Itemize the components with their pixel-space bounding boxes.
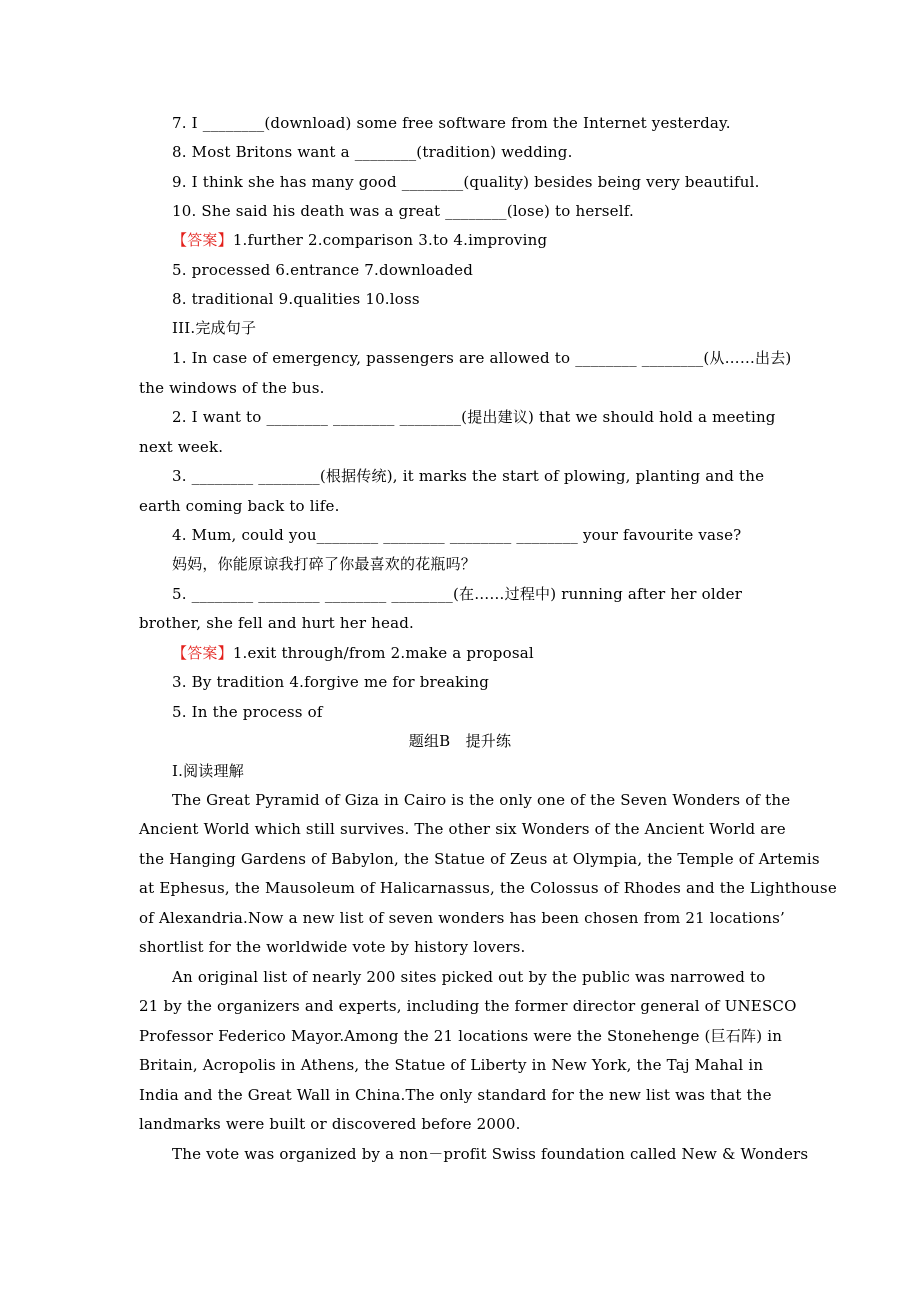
paragraph-1-line: Ancient World which still survives. The other six Wonders of the Ancient World are — [139, 820, 786, 838]
answer-text: 1.exit through/from 2.make a proposal — [232, 644, 534, 662]
section-heading-complete-sentences: III.完成句子 — [172, 319, 257, 337]
exercise-10: 10. She said his death was a great ________(lose) to herself. — [172, 202, 634, 220]
exercise-7: 7. I ________(download) some free software from the Internet yesterday. — [172, 114, 731, 132]
paragraph-1-line: The Great Pyramid of Giza in Cairo is the only one of the Seven Wonders of the — [172, 791, 791, 809]
exercise-8: 8. Most Britons want a ________(tradition) wedding. — [172, 143, 573, 161]
paragraph-2-line: Professor Federico Mayor.Among the 21 locations were the Stonehenge (巨石阵) in — [139, 1027, 783, 1045]
paragraph-2-line: India and the Great Wall in China.The only standard for the new list was that the — [139, 1086, 772, 1104]
answer-block-b — [172, 643, 534, 663]
answer-line: 8. traditional 9.qualities 10.loss — [172, 290, 420, 308]
sentence-3-cont: earth coming back to life. — [139, 497, 340, 515]
paragraph-1-line: the Hanging Gardens of Babylon, the Statue of Zeus at Olympia, the Temple of Artemis — [139, 850, 820, 868]
answer-block-a — [172, 230, 547, 250]
sentence-3: 3. ________ ________(根据传统), it marks the start of plowing, planting and the — [172, 467, 765, 485]
sentence-1: 1. In case of emergency, passengers are allowed to ________ ________(从……出去) — [172, 349, 792, 367]
sentence-5-cont: brother, she fell and hurt her head. — [139, 614, 415, 632]
group-title: 题组B 提升练 — [408, 732, 512, 750]
paragraph-1-line: shortlist for the worldwide vote by history lovers. — [139, 938, 526, 956]
sentence-4: 4. Mum, could you________ ________ ________ ________ your favourite vase? — [172, 526, 742, 544]
reading-heading: Ⅰ.阅读理解 — [172, 762, 244, 780]
paragraph-2-line: 21 by the organizers and experts, including the former director general of UNESCO — [139, 997, 797, 1015]
sentence-1-cont: the windows of the bus. — [139, 379, 325, 397]
answer-line: 5. In the process of — [172, 703, 323, 721]
answer-tag: 【答案】 — [172, 231, 233, 249]
answer-line: 3. By tradition 4.forgive me for breaking — [172, 673, 490, 691]
sentence-4-translation: 妈妈，你能原谅我打碎了你最喜欢的花瓶吗？ — [172, 555, 477, 573]
answer-tag: 【答案】 — [172, 644, 233, 662]
paragraph-2-line: An original list of nearly 200 sites picked out by the public was narrowed to — [172, 968, 766, 986]
answer-text: 1.further 2.comparison 3.to 4.improving — [232, 231, 548, 249]
paragraph-2-line: Britain, Acropolis in Athens, the Statue of Liberty in New York, the Taj Mahal in — [139, 1056, 764, 1074]
exercise-9: 9. I think she has many good ________(quality) besides being very beautiful. — [172, 173, 760, 191]
answer-line: 5. processed 6.entrance 7.downloaded — [172, 261, 473, 279]
paragraph-2-line: landmarks were built or discovered before 2000. — [139, 1115, 521, 1133]
paragraph-1-line: of Alexandria.Now a new list of seven wonders has been chosen from 21 locations’ — [139, 909, 785, 927]
sentence-5: 5. ________ ________ ________ ________(在……过程中) running after her older — [172, 585, 743, 603]
sentence-2: 2. I want to ________ ________ ________(提出建议) that we should hold a meeting — [172, 408, 776, 426]
paragraph-3-line: The vote was organized by a non－profit Swiss foundation called New & Wonders — [172, 1145, 809, 1163]
sentence-2-cont: next week. — [139, 438, 224, 456]
paragraph-1-line: at Ephesus, the Mausoleum of Halicarnassus, the Colossus of Rhodes and the Lighthouse — [139, 879, 837, 897]
